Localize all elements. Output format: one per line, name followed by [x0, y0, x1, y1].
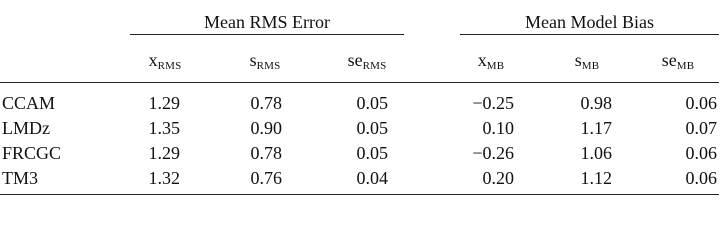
- group-rule-model-bias: [460, 34, 719, 35]
- column-header-subscript: RMS: [362, 60, 387, 72]
- table-row-ccam: [0, 91, 721, 115]
- cell-se-rms: 0.05: [356, 93, 388, 113]
- cell-s-mb: 1.17: [580, 118, 612, 138]
- column-header-s-mb: [542, 45, 632, 75]
- cell-s-rms: 0.76: [250, 168, 282, 188]
- cell-s-mb: 1.12: [580, 168, 612, 188]
- cell-x-mb: −0.25: [472, 93, 514, 113]
- cell-x-rms: 1.32: [148, 168, 180, 188]
- column-header-symbol: se: [661, 50, 677, 70]
- table-row-lmdz: [0, 116, 721, 140]
- cell-x-mb: 0.10: [482, 118, 514, 138]
- cell-se-rms: 0.05: [356, 143, 388, 163]
- column-header-subscript: MB: [486, 60, 505, 72]
- column-header-x-mb: [446, 45, 536, 75]
- column-header-subscript: MB: [581, 60, 600, 72]
- cell-x-rms: 1.29: [148, 143, 180, 163]
- group-header-rms-error: Mean RMS Error: [204, 12, 330, 32]
- model-name: LMDz: [2, 118, 50, 138]
- table-row-frcgc: [0, 141, 721, 165]
- column-header-se-mb: [636, 45, 720, 75]
- column-header-s-rms: [220, 45, 310, 75]
- bottom-rule: [0, 194, 719, 195]
- cell-se-mb: 0.06: [685, 168, 717, 188]
- cell-s-rms: 0.90: [250, 118, 282, 138]
- cell-se-mb: 0.06: [685, 143, 717, 163]
- column-header-symbol: x: [148, 50, 158, 70]
- group-rule-rms-error: [130, 34, 404, 35]
- table-row-tm3: [0, 166, 721, 190]
- cell-x-mb: 0.20: [482, 168, 514, 188]
- header-rule: [0, 82, 719, 83]
- column-header-symbol: se: [347, 50, 363, 70]
- cell-s-rms: 0.78: [250, 143, 282, 163]
- group-header-model-bias: Mean Model Bias: [525, 12, 654, 32]
- column-header-subscript: RMS: [157, 60, 182, 72]
- cell-se-rms: 0.04: [356, 168, 388, 188]
- column-header-se-rms: [322, 45, 412, 75]
- cell-x-rms: 1.35: [148, 118, 180, 138]
- cell-x-mb: −0.26: [472, 143, 514, 163]
- column-header-x-rms: [120, 45, 210, 75]
- cell-s-mb: 1.06: [580, 143, 612, 163]
- cell-se-mb: 0.07: [685, 118, 717, 138]
- cell-s-rms: 0.78: [250, 93, 282, 113]
- cell-se-rms: 0.05: [356, 118, 388, 138]
- column-header-symbol: x: [477, 50, 487, 70]
- column-header-symbol: s: [574, 50, 582, 70]
- model-name: CCAM: [2, 93, 56, 113]
- model-name: TM3: [2, 168, 38, 188]
- column-header-symbol: s: [249, 50, 257, 70]
- column-header-subscript: RMS: [256, 60, 281, 72]
- cell-s-mb: 0.98: [580, 93, 612, 113]
- cell-se-mb: 0.06: [685, 93, 717, 113]
- cell-x-rms: 1.29: [148, 93, 180, 113]
- model-name: FRCGC: [2, 143, 62, 163]
- column-header-subscript: MB: [676, 60, 695, 72]
